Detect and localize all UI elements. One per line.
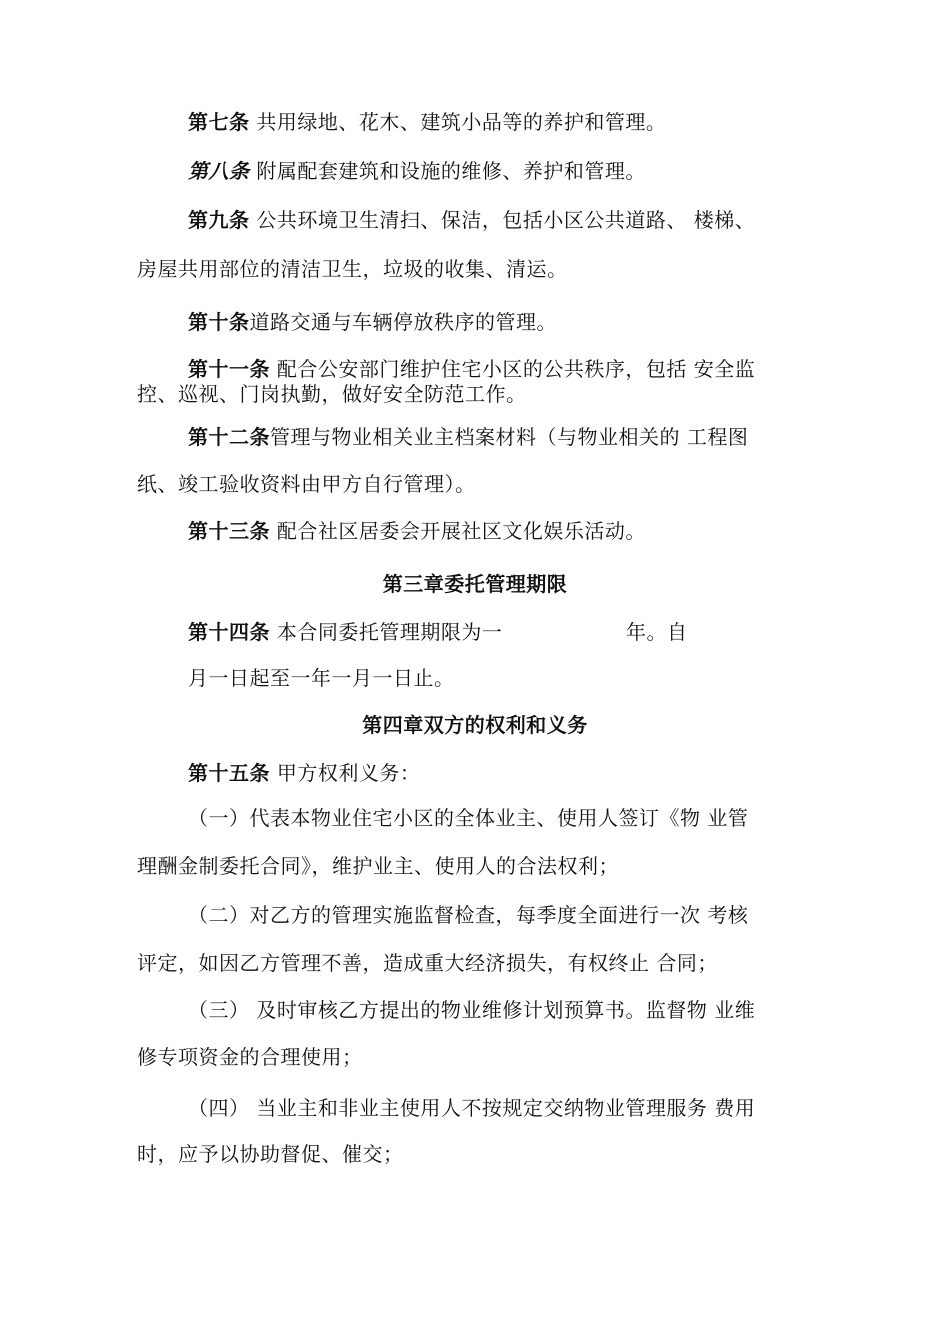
article-9-text: 公共环境卫生清扫、保洁，包括小区公共道路、 楼梯、	[249, 208, 756, 232]
article-11-continuation: 控、巡视、门岗执勤，做好安全防范工作。	[137, 382, 527, 406]
article-14	[188, 619, 502, 645]
article-11-text: 配合公安部门维护住宅小区的公共秩序，包括 安全监	[270, 357, 756, 381]
item-4: （四） 当业主和非业主使用人不按规定交纳物业管理服务 费用	[188, 1096, 756, 1120]
article-14-label: 第十四条	[188, 620, 270, 644]
article-13-text: 配合社区居委会开展社区文化娱乐活动。	[270, 519, 646, 543]
article-11-label: 第十一条	[188, 357, 270, 381]
article-15-label: 第十五条	[188, 761, 270, 785]
article-12-continuation: 纸、竣工验收资料由甲方自行管理）。	[137, 472, 476, 496]
article-7-text: 共用绿地、花木、建筑小品等的养护和管理。	[249, 110, 667, 134]
article-8	[188, 158, 646, 184]
article-10-label: 第十条	[188, 310, 250, 334]
item-2: （二）对乙方的管理实施监督检查，每季度全面进行一次 考核	[188, 903, 749, 927]
item-1-continuation: 理酬金制委托合同》，维护业主、使用人的合法权利；	[137, 854, 619, 878]
item-1: （一）代表本物业住宅小区的全体业主、使用人签订《物 业管	[188, 806, 749, 830]
article-8-label: 第八条	[188, 159, 250, 183]
article-10-text: 道路交通与车辆停放秩序的管理。	[249, 310, 557, 334]
chapter-3-heading: 第三章委托管理期限	[382, 572, 568, 596]
article-9-continuation: 房屋共用部位的清洁卫生，垃圾的收集、清运。	[137, 257, 568, 281]
article-9-label: 第九条	[188, 208, 250, 232]
item-3: （三） 及时审核乙方提出的物业维修计划预算书。监督物 业维	[188, 998, 756, 1022]
article-11	[188, 356, 755, 382]
article-15	[188, 760, 420, 786]
article-7	[188, 109, 666, 135]
article-14-year: 年。自	[626, 620, 688, 644]
item-4-continuation: 时，应予以协助督促、催交；	[137, 1142, 404, 1166]
article-14-continuation: 月一日起至一年一月一日止。	[188, 666, 455, 690]
article-8-text: 附属配套建筑和设施的维修、养护和管理。	[249, 159, 646, 183]
article-13	[188, 518, 646, 544]
article-7-label: 第七条	[188, 110, 250, 134]
article-12	[188, 424, 748, 450]
article-9	[188, 207, 755, 233]
article-15-text: 甲方权利义务：	[270, 761, 421, 785]
item-3-continuation: 修专项资金的合理使用；	[137, 1045, 363, 1069]
article-10	[188, 309, 557, 335]
article-14-text: 本合同委托管理期限为一	[270, 620, 503, 644]
item-2-continuation: 评定，如因乙方管理不善，造成重大经济损失，有权终止 合同；	[137, 951, 718, 975]
article-12-label: 第十二条	[188, 425, 270, 449]
chapter-4-heading: 第四章双方的权利和义务	[362, 713, 588, 737]
article-13-label: 第十三条	[188, 519, 270, 543]
article-12-text: 管理与物业相关业主档案材料（与物业相关的 工程图	[270, 425, 749, 449]
